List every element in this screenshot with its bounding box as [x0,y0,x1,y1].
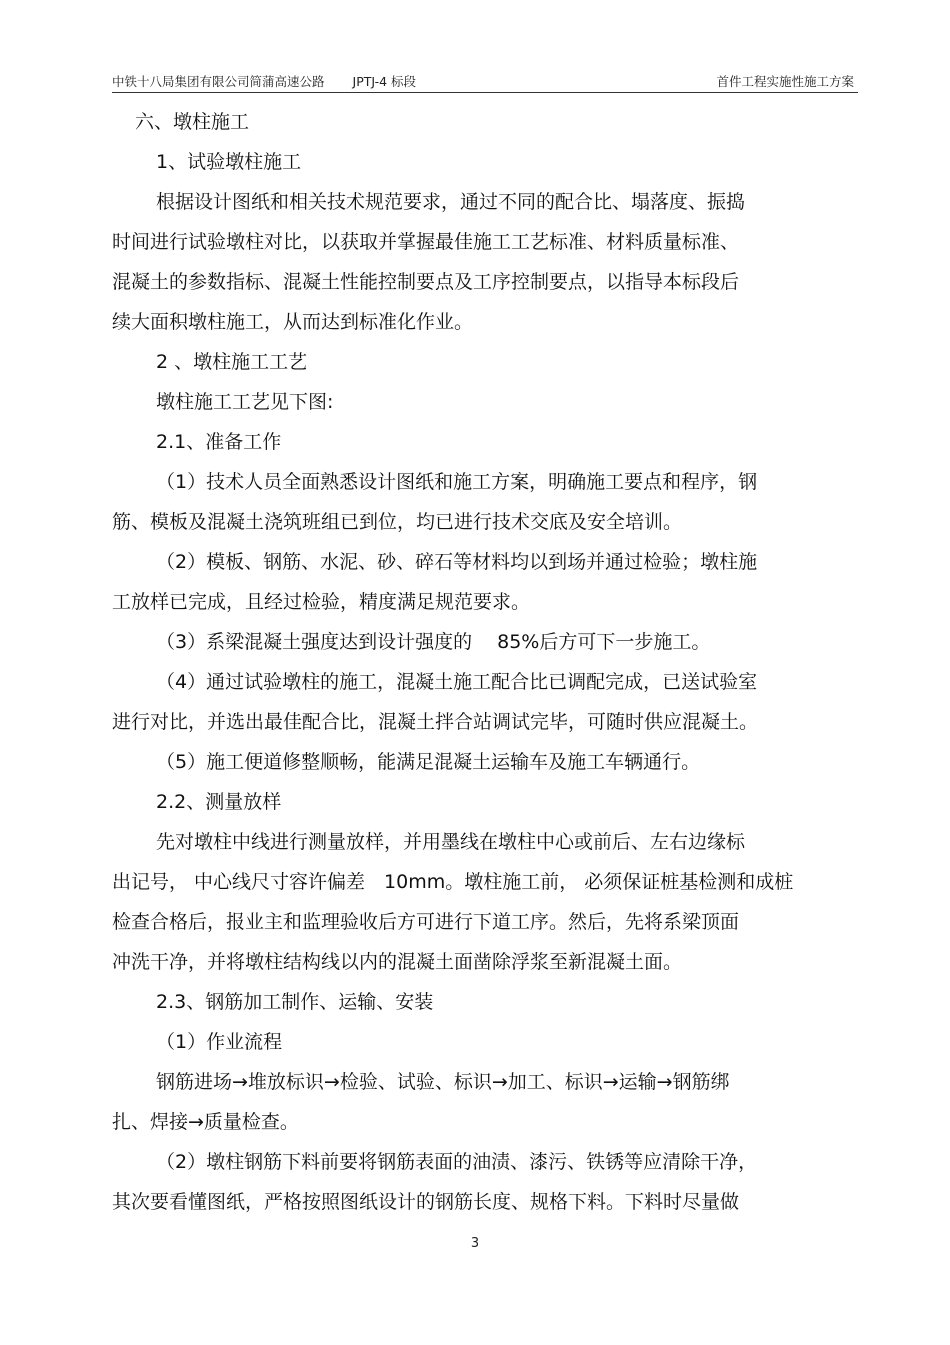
paragraph-line: 先对墩柱中线进行测量放样，并用墨线在墩柱中心或前后、左右边缘标 [156,831,746,853]
header-section-code: JPTJ-4 标段 [352,74,417,89]
paragraph-line: 出记号， 中心线尺寸容许偏差 10mm。墩柱施工前， 必须保证桩基检测和成桩 [112,871,794,893]
paragraph-line: 时间进行试验墩柱对比，以获取并掌握最佳施工工艺标准、材料质量标准、 [112,231,740,253]
paragraph-line: （2）墩柱钢筋下料前要将钢筋表面的油渍、漆污、铁锈等应清除干净， [156,1151,758,1173]
header-doc-title: 首件工程实施性施工方案 [716,74,854,89]
paragraph-line: 墩柱施工工艺见下图: [156,391,334,413]
section-heading: 六、墩柱施工 [135,111,250,133]
paragraph-line: （2）模板、钢筋、水泥、砂、碎石等材料均以到场并通过检验；墩柱施 [156,551,758,573]
page-number: 3 [470,1236,480,1251]
paragraph-line: 扎、焊接→质量检查。 [112,1111,299,1133]
paragraph-line: 钢筋进场→堆放标识→检验、试验、标识→加工、标识→运输→钢筋绑 [156,1071,730,1093]
paragraph-line: 检查合格后，报业主和监理验收后方可进行下道工序。然后，先将系梁顶面 [112,911,740,933]
paragraph-line: 根据设计图纸和相关技术规范要求，通过不同的配合比、塌落度、振捣 [156,191,746,213]
paragraph-line: 进行对比，并选出最佳配合比，混凝土拌合站调试完毕，可随时供应混凝土。 [112,711,759,733]
paragraph-line: 工放样已完成，且经过检验，精度满足规范要求。 [112,591,531,613]
paragraph-line: 其次要看懂图纸，严格按照图纸设计的钢筋长度、规格下料。下料时尽量做 [112,1191,740,1213]
subsection-heading: 1、试验墩柱施工 [156,151,302,173]
paragraph-line: （3）系梁混凝土强度达到设计强度的 85%后方可下一步施工。 [156,631,711,653]
subsection-heading: 2.2、测量放样 [156,791,282,813]
header-company: 中铁十八局集团有限公司简蒲高速公路 [112,74,325,89]
header-rule [112,92,858,93]
paragraph-line: 筋、模板及混凝土浇筑班组已到位，均已进行技术交底及安全培训。 [112,511,683,533]
paragraph-line: （1）作业流程 [156,1031,283,1053]
paragraph-line: 续大面积墩柱施工，从而达到标准化作业。 [112,311,474,333]
paragraph-line: （5）施工便道修整顺畅，能满足混凝土运输车及施工车辆通行。 [156,751,701,773]
subsection-heading: 2 、墩柱施工工艺 [156,351,308,373]
paragraph-line: （1）技术人员全面熟悉设计图纸和施工方案，明确施工要点和程序，钢 [156,471,758,493]
paragraph-line: （4）通过试验墩柱的施工，混凝土施工配合比已调配完成，已送试验室 [156,671,758,693]
paragraph-line: 混凝土的参数指标、混凝土性能控制要点及工序控制要点，以指导本标段后 [112,271,740,293]
page-header [112,72,856,92]
paragraph-line: 冲洗干净，并将墩柱结构线以内的混凝土面凿除浮浆至新混凝土面。 [112,951,683,973]
header-left [112,72,416,90]
subsection-heading: 2.3、钢筋加工制作、运输、安装 [156,991,434,1013]
subsection-heading: 2.1、准备工作 [156,431,282,453]
